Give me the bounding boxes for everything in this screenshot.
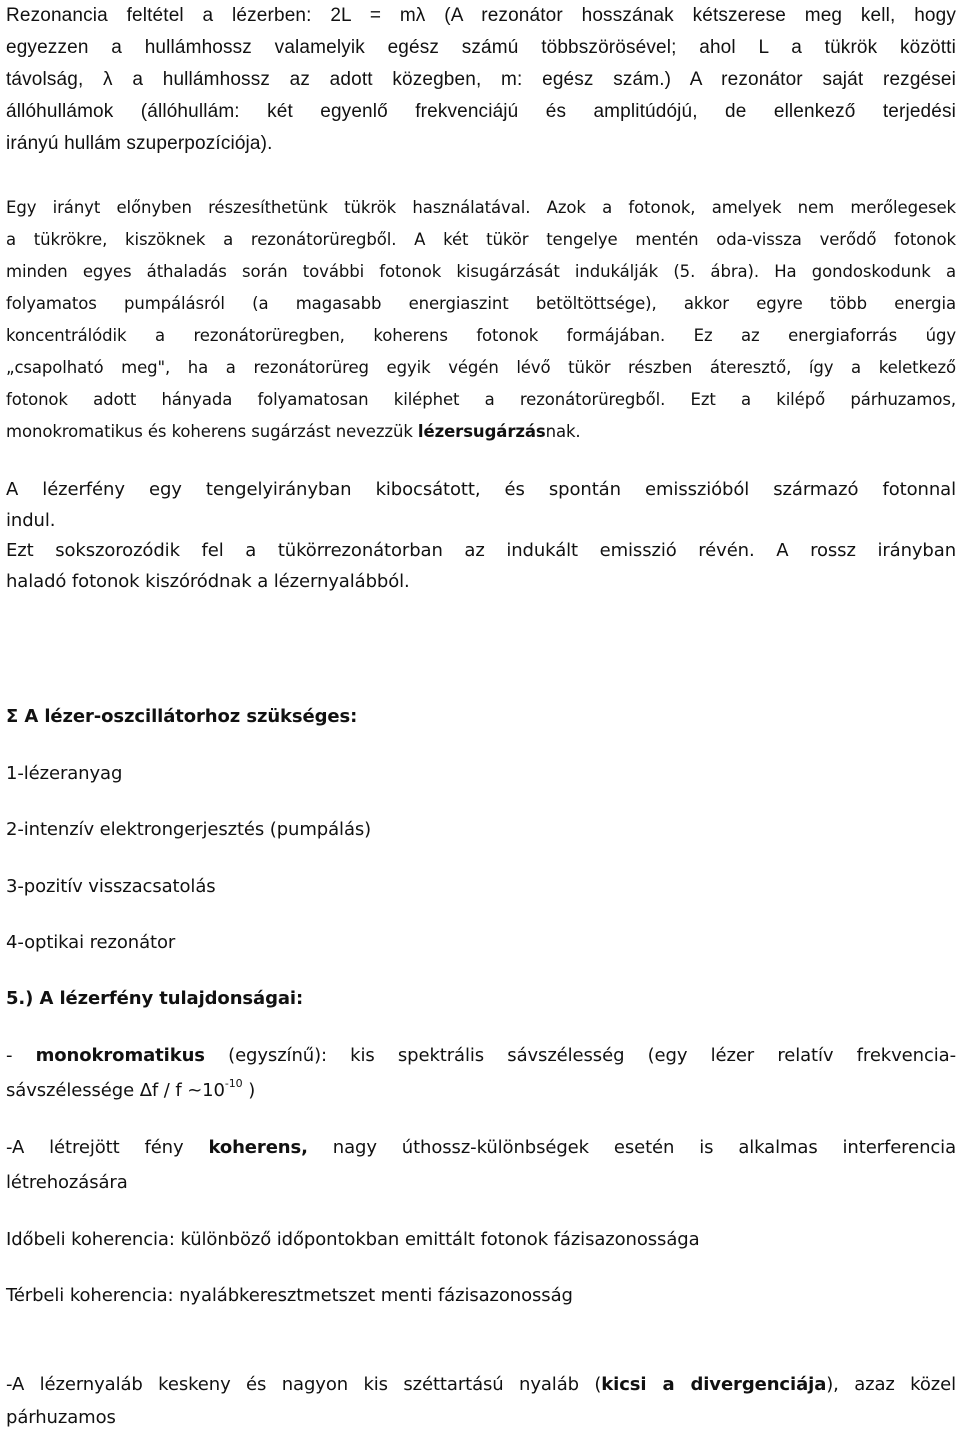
laser-radiation-term: lézersugárzás xyxy=(417,422,546,441)
spatial-coherence: Térbeli koherencia: nyalábkeresztmetszet menti fázisazonosság xyxy=(6,1285,573,1306)
requirement-item: 1-lézeranyag xyxy=(6,763,123,784)
bandwidth-exponent: -10 xyxy=(224,1077,243,1090)
resonance-line-3b: ) A rezonátor saját rezgései xyxy=(664,69,956,90)
requirements-heading: Σ A lézer-oszcillátorhoz szükséges: xyxy=(6,706,358,727)
properties-heading: 5.) A lézerfény tulajdonságai: xyxy=(6,988,304,1009)
resonance-line-3a: távolság, λ a hullámhossz az adott közegben, m: egész szám. xyxy=(6,69,665,90)
dash-marker: - xyxy=(6,1045,36,1066)
resonance-line-5: irányú hullám szuperpozíciója). xyxy=(6,133,273,154)
mirror-line-5: koncentrálódik a rezonátorüregben, koherens fotonok formájában. Ez az energiaforrás úgy xyxy=(6,326,956,345)
resonance-line-1: Rezonancia feltétel a lézerben: 2L = mλ (A rezonátor hosszának kétszerese meg kell, hogy xyxy=(6,5,956,26)
mirror-line-7: fotonok adott hányada folyamatosan kiléphet a rezonátorüregből. Ezt a kilépő párhuzamos, xyxy=(6,390,956,409)
mirror-line-8-suffix: nak. xyxy=(545,422,581,441)
beam-line-2: párhuzamos xyxy=(6,1407,116,1428)
beam-suffix: ), azaz közel xyxy=(826,1374,956,1395)
mirror-line-4: folyamatos pumpálásról (a magasabb energiaszint betöltöttsége), akkor egyre több energia xyxy=(6,294,956,313)
mirror-line-6: „csapolható meg", ha a rezonátorüreg egyik végén lévő tükör részben áteresztő, így a keletkező xyxy=(6,358,956,377)
mirror-line-3: minden egyes áthaladás során további fotonok kisugárzását indukálják (5. ábra). Ha gondoskodunk a xyxy=(6,262,956,281)
temporal-coherence: Időbeli koherencia: különböző időpontokban emittált fotonok fázisazonossága xyxy=(6,1229,700,1250)
monochromatic-term: monokromatikus xyxy=(35,1045,205,1066)
bandwidth-text: sávszélessége Δf / f ~10 xyxy=(6,1080,225,1101)
laser-line-3: Ezt sokszorozódik fel a tükörrezonátorban az indukált emisszió révén. A rossz irányban xyxy=(6,540,956,561)
resonance-line-4: állóhullámok (állóhullám: két egyenlő frekvenciájú és amplitúdójú, de ellenkező terjedési xyxy=(6,101,956,122)
laser-line-2: indul. xyxy=(6,510,56,531)
mirror-line-8-prefix: monokromatikus és koherens sugárzást nevezzük xyxy=(6,422,418,441)
mirror-line-1: Egy irányt előnyben részesíthetünk tükrök használatával. Azok a fotonok, amelyek nem merőlegesek xyxy=(6,198,956,217)
coherent-term: koherens, xyxy=(208,1137,308,1158)
monochromatic-line-1 xyxy=(6,1041,956,1072)
coherent-line-2: létrehozására xyxy=(6,1172,128,1193)
coherent-prefix: -A létrejött fény xyxy=(6,1137,209,1158)
divergence-term: kicsi a divergenciája xyxy=(601,1374,827,1395)
bandwidth-close: ) xyxy=(242,1080,256,1101)
mirror-line-2: a tükrökre, kiszöknek a rezonátorüregből. A két tükör tengelye mentén oda-vissza verődő fotonok xyxy=(6,230,956,249)
requirement-item: 2-intenzív elektrongerjesztés (pumpálás) xyxy=(6,819,372,840)
beam-line-1 xyxy=(6,1370,956,1401)
resonance-line-2: egyezzen a hullámhossz valamelyik egész számú többszörösével; ahol L a tükrök közötti xyxy=(6,37,956,58)
laser-line-1: A lézerfény egy tengelyirányban kibocsátott, és spontán emisszióból származó fotonnal xyxy=(6,479,956,500)
beam-prefix: -A lézernyaláb keskeny és nagyon kis széttartású nyaláb ( xyxy=(6,1374,602,1395)
requirement-item: 4-optikai rezonátor xyxy=(6,932,176,953)
coherent-desc: nagy úthossz-különbségek esetén is alkalmas interferencia xyxy=(307,1137,957,1158)
resonance-line-3 xyxy=(6,64,956,96)
mirror-line-8 xyxy=(6,416,581,448)
laser-line-4: haladó fotonok kiszóródnak a lézernyalábból. xyxy=(6,571,410,592)
monochromatic-desc: (egyszínű): kis spektrális sávszélesség (egy lézer relatív frekvencia- xyxy=(204,1045,956,1066)
monochromatic-line-2 xyxy=(6,1076,255,1107)
coherent-line-1 xyxy=(6,1133,956,1164)
requirement-item: 3-pozitív visszacsatolás xyxy=(6,876,216,897)
